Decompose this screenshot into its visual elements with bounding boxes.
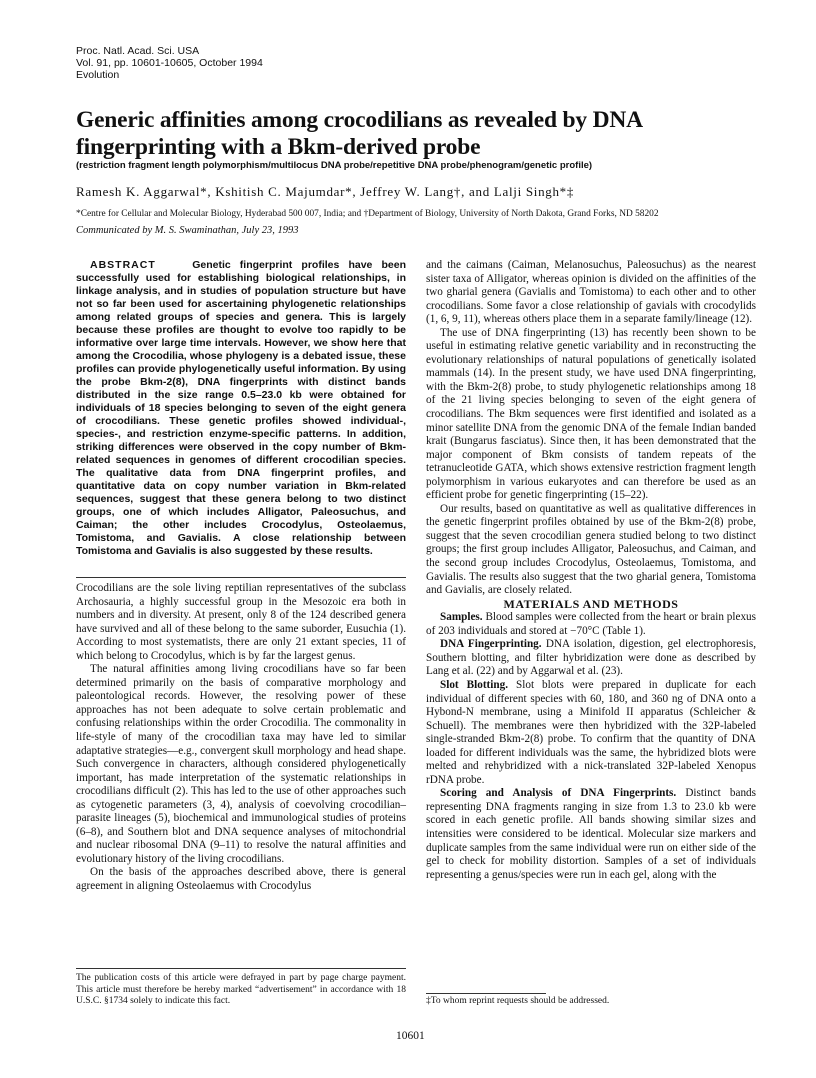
section-label: Evolution bbox=[76, 69, 120, 81]
scoring-text: Distinct bands representing DNA fragments ranging in size from 1.3 to 23.0 kb were scored in each genetic profile. All bands showing similar sizes and intensities were considered to be identical. Molecular size markers and duplicate samples from the same individual were run on either side of the gel to check for mobility distortion. Samples of a set of individuals representing a genus/species were run in each gel, along with the bbox=[426, 787, 757, 881]
communicated-by: Communicated by M. S. Swaminathan, July 23, 1993 bbox=[76, 225, 299, 236]
intro-paragraph-1: Crocodilians are the sole living reptilian representatives of the subclass Archosauria, a highly successful group in the Mesozoic era both in numbers and in diversity. At present, only 8 of the 124 described genera have survived and all of these belong to the same suborder, Eusuchia (1). According to most systematists, there are only 21 extant species, 11 of which belong to Crocodylus, which is by far the largest genus. bbox=[76, 582, 406, 662]
author-list: Ramesh K. Aggarwal*, Kshitish C. Majumdar*, Jeffrey W. Lang†, and Lalji Singh*‡ bbox=[76, 184, 575, 199]
methods-heading: MATERIALS AND METHODS bbox=[503, 596, 679, 611]
samples-label: Samples. bbox=[440, 611, 483, 624]
intro-paragraph-2: The natural affinities among living crocodilians have so far been determined primarily on the basis of comparative morphology and paleontological records. However, the resolving power of these approaches has not been adequate to solve certain problematic and confusing relationships within the order Crocodilia. The commonality in life-style of many of the crocodilian taxa may have led to similar adaptative strategies—e.g., convergent skull morphology and head shape. Such convergence in characters, although considered phylogenetically important, has made interpretation of the systematic relationships in crocodilians difficult (2). This has led to the use of other approaches such as cytogenetic parameters (3, 4), analysis of coevolving crocodilian–parasite lineages (5), biochemical and immunological studies of proteins (6–8), and Southern blot and DNA sequence analyses of mitochondrial and nuclear ribosomal DNA (9–11) to resolve the natural affinities and evolutionary history of the living crocodilians. bbox=[76, 663, 406, 865]
article-title: Generic affinities among crocodilians as revealed by DNA fingerprinting with a Bkm-derived probe bbox=[76, 107, 642, 160]
abstract bbox=[76, 259, 406, 558]
introduction bbox=[76, 582, 406, 894]
slot-blotting-paragraph bbox=[426, 679, 756, 787]
right-paragraph-1: and the caimans (Caiman, Melanosuchus, Paleosuchus) as the nearest sister taxa of Alligator, whereas opinion is divided on the affinities of the two gharial genera (Gavialis and Tomistoma) to each other and to other crocodilians. Some favor a close relationship of gavials with crocodylids (1, 6, 9, 11), whereas others place them in a separate family/lineage (12). bbox=[426, 259, 756, 326]
abstract-divider bbox=[76, 577, 406, 578]
abstract-text: Genetic fingerprint profiles have been successfully used for establishing biological relationships, in linkage analysis, and in studies of population structure but have not so far been used for ascertaining phylogenetic relationships among related groups of species and genera. This is largely because these profiles are thought to evolve too rapidly to be informative over large time intervals. However, we show here that among the Crocodilia, whose phylogeny is a debated issue, these profiles can provide phylogenetically useful information. By using the probe Bkm-2(8), DNA fingerprints with distinct bands distributed in the size range 0.5–23.0 kb were obtained for individuals of 18 species belonging to seven of the eight genera of crocodilians. These genetic profiles showed individual-, species-, and restriction enzyme-specific patterns. In addition, striking differences were observed in the copy number of Bkm-related sequences in genomes of different crocodilian species. The qualitative data from DNA fingerprint profiles, and quantitative data on copy number variation in Bkm-related sequences, suggest that these genera belong to two distinct groups, one of which includes Alligator, Paleosuchus, and Caiman; the other includes Crocodylus, Osteolaemus, Tomistoma, and Gavialis. A close relationship between Tomistoma and Gavialis is also suggested by these results. bbox=[76, 259, 406, 557]
slot-blotting-label: Slot Blotting. bbox=[440, 678, 508, 691]
journal-name: Proc. Natl. Acad. Sci. USA bbox=[76, 45, 200, 57]
right-paragraph-3: Our results, based on quantitative as well as qualitative differences in the genetic fingerprint profiles obtained by use of the Bkm-2(8) probe, suggest that the seven crocodilian genera studied belong to two distinct groups; the first group includes Alligator, Paleosuchus, and Caiman, and the second group includes Crocodylus, Osteolaemus, Tomistoma, and Gavialis. The results also suggest that the two gharial genera, Tomistoma and Gavialis, are closely related. bbox=[426, 502, 756, 597]
intro-paragraph-3: On the basis of the approaches described above, there is general agreement in aligning Osteolaemus with Crocodylus bbox=[76, 866, 406, 893]
affiliations: *Centre for Cellular and Molecular Biology, Hyderabad 500 007, India; and †Department of Biology, University of North Dakota, Grand Forks, ND 58202 bbox=[76, 209, 659, 219]
footnote-divider-right bbox=[426, 993, 546, 994]
fingerprinting-text: DNA isolation, digestion, gel electrophoresis, Southern blotting, and filter hybridization were done as described by Lang et al. (22) and by Aggarwal et al. (23). bbox=[426, 638, 757, 678]
right-column bbox=[426, 259, 756, 882]
volume-line: Vol. 91, pp. 10601-10605, October 1994 bbox=[76, 57, 263, 69]
fingerprinting-label: DNA Fingerprinting. bbox=[440, 638, 542, 651]
publication-cost-footnote: The publication costs of this article were defrayed in part by page charge payment. This article must therefore be hereby marked “advertisement” in accordance with 18 U.S.C. §1734 solely to indicate this fact. bbox=[76, 973, 406, 1006]
footnote-divider-left bbox=[76, 968, 406, 969]
keywords-line: (restriction fragment length polymorphism/multilocus DNA probe/repetitive DNA probe/phenogram/genetic profile) bbox=[76, 160, 593, 171]
slot-blotting-text: Slot blots were prepared in duplicate for each individual of different species with 60, 180, and 360 ng of DNA onto a Hybond-N membrane, using a Minifold II apparatus (Schleicher & Schuell). The membranes were then hybridized with the 32P-labeled single-stranded Bkm-2(8) probe. To confirm that the quantity of DNA loaded for different individuals was the same, the hybridized blots were melted and rehybridized with a nick-translated 32P-labeled Xenopus rDNA probe. bbox=[426, 678, 756, 786]
fingerprinting-paragraph bbox=[426, 638, 756, 679]
left-column bbox=[76, 259, 406, 558]
right-paragraph-2: The use of DNA fingerprinting (13) has recently been shown to be useful in estimating relative genetic variability and in reconstructing the evolutionary relationships of natural populations of genetically isolated mammals (14). In the present study, we have used DNA fingerprinting, with the Bkm-2(8) probe, to study phylogenetic relationships among 18 of the 21 living species belonging to seven of the eight genera of crocodilians. The Bkm sequences were first identified and isolated as a minor satellite DNA from the genomic DNA of the female Indian banded krait (Bungarus fasciatus). Since then, it has been demonstrated that the major component of Bkm consists of tandem repeats of the tetranucleotide GATA, which shows extensive restriction fragment length polymorphism in various eukaryotes and can therefore be used as an efficient probe for genetic fingerprinting (15–22). bbox=[426, 326, 756, 502]
abstract-label: ABSTRACT bbox=[90, 259, 156, 271]
journal-header bbox=[76, 45, 263, 81]
reprint-footnote: ‡To whom reprint requests should be addressed. bbox=[426, 996, 610, 1006]
scoring-label: Scoring and Analysis of DNA Fingerprints. bbox=[440, 787, 677, 800]
samples-paragraph bbox=[426, 611, 756, 638]
samples-text: Blood samples were collected from the heart or brain plexus of 203 individuals and stored at −70°C (Table 1). bbox=[426, 611, 757, 637]
page-number: 10601 bbox=[396, 1030, 425, 1042]
scoring-paragraph bbox=[426, 787, 756, 882]
